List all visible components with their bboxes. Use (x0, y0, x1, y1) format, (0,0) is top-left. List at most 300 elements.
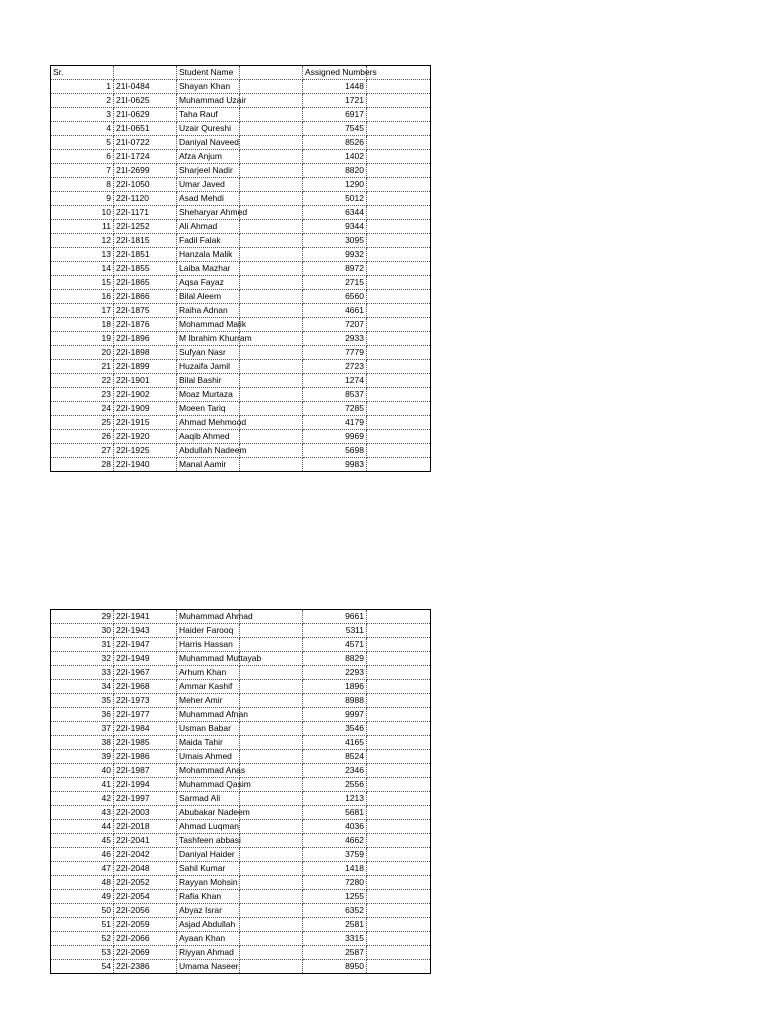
cell-blank (240, 318, 303, 332)
table-row (51, 862, 431, 876)
cell-extra (367, 806, 431, 820)
cell-student-id: 22I-1994 (114, 778, 177, 792)
cell-assigned-number: 4661 (303, 304, 367, 318)
cell-sr: 35 (51, 694, 114, 708)
cell-assigned-number: 8526 (303, 136, 367, 150)
cell-sr: 7 (51, 164, 114, 178)
cell-assigned-number: 8537 (303, 388, 367, 402)
cell-sr: 6 (51, 150, 114, 164)
cell-sr: 49 (51, 890, 114, 904)
table-row (51, 248, 431, 262)
cell-student-id: 22I-1815 (114, 234, 177, 248)
cell-assigned-number: 5681 (303, 806, 367, 820)
cell-sr: 11 (51, 220, 114, 234)
cell-student-name: Tashfeen abbasi (177, 834, 240, 848)
cell-extra (367, 680, 431, 694)
cell-student-name: Umais Ahmed (177, 750, 240, 764)
cell-student-id: 22I-1252 (114, 220, 177, 234)
cell-assigned-number: 3095 (303, 234, 367, 248)
cell-assigned-number: 8820 (303, 164, 367, 178)
cell-extra (367, 610, 431, 624)
cell-student-name: Raiha Adnan (177, 304, 240, 318)
cell-student-id: 22I-1851 (114, 248, 177, 262)
cell-blank (240, 136, 303, 150)
table-row (51, 694, 431, 708)
cell-sr: 51 (51, 918, 114, 932)
cell-extra (367, 960, 431, 974)
cell-blank (240, 792, 303, 806)
cell-extra (367, 946, 431, 960)
table-row (51, 876, 431, 890)
cell-student-id: 22I-2066 (114, 932, 177, 946)
cell-student-name: M Ibrahim Khurram (177, 332, 240, 346)
cell-student-id: 22I-1896 (114, 332, 177, 346)
cell-student-name: Huzaifa Jamil (177, 360, 240, 374)
table-row (51, 290, 431, 304)
cell-blank (240, 890, 303, 904)
cell-extra (367, 290, 431, 304)
cell-extra (367, 374, 431, 388)
cell-student-name: Manal Aamir (177, 458, 240, 472)
cell-student-id: 22I-1997 (114, 792, 177, 806)
cell-student-name: Rayyan Mohsin (177, 876, 240, 890)
table-row (51, 680, 431, 694)
cell-blank (240, 122, 303, 136)
cell-extra (367, 430, 431, 444)
cell-student-id: 22I-2059 (114, 918, 177, 932)
cell-student-id: 22I-1949 (114, 652, 177, 666)
cell-extra (367, 848, 431, 862)
cell-assigned-number: 6560 (303, 290, 367, 304)
cell-extra (367, 402, 431, 416)
cell-student-id: 22I-1050 (114, 178, 177, 192)
cell-blank (240, 876, 303, 890)
cell-blank (240, 750, 303, 764)
cell-extra (367, 736, 431, 750)
cell-extra (367, 136, 431, 150)
cell-student-name: Ahmad Luqman (177, 820, 240, 834)
table-row (51, 736, 431, 750)
cell-student-name: Fadil Falak (177, 234, 240, 248)
cell-extra (367, 890, 431, 904)
table-row (51, 904, 431, 918)
cell-sr: 38 (51, 736, 114, 750)
cell-assigned-number: 3315 (303, 932, 367, 946)
table-row (51, 834, 431, 848)
header-student-name: Student Name (177, 66, 240, 80)
cell-blank (240, 192, 303, 206)
cell-sr: 15 (51, 276, 114, 290)
cell-blank (240, 764, 303, 778)
cell-student-id: 22I-1866 (114, 290, 177, 304)
roster-table-2 (50, 609, 431, 974)
cell-student-id: 22I-1947 (114, 638, 177, 652)
table-row (51, 806, 431, 820)
table-row (51, 764, 431, 778)
cell-student-name: Ayaan Khan (177, 932, 240, 946)
cell-student-name: Muhammad Muttayab (177, 652, 240, 666)
cell-extra (367, 122, 431, 136)
cell-sr: 36 (51, 708, 114, 722)
cell-extra (367, 764, 431, 778)
cell-blank (240, 834, 303, 848)
cell-student-name: Abubakar Nadeem (177, 806, 240, 820)
cell-student-name: Sarmad Ali (177, 792, 240, 806)
cell-assigned-number: 1418 (303, 862, 367, 876)
cell-student-id: 22I-2069 (114, 946, 177, 960)
cell-sr: 45 (51, 834, 114, 848)
cell-blank (240, 416, 303, 430)
cell-student-name: Umar Javed (177, 178, 240, 192)
cell-sr: 52 (51, 932, 114, 946)
cell-extra (367, 304, 431, 318)
cell-student-id: 21I-0651 (114, 122, 177, 136)
cell-student-name: Maida Tahir (177, 736, 240, 750)
cell-sr: 31 (51, 638, 114, 652)
cell-student-name: Asad Mehdi (177, 192, 240, 206)
cell-blank (240, 108, 303, 122)
cell-blank (240, 638, 303, 652)
cell-assigned-number: 4165 (303, 736, 367, 750)
cell-sr: 44 (51, 820, 114, 834)
table-row (51, 932, 431, 946)
cell-blank (240, 262, 303, 276)
cell-assigned-number: 9997 (303, 708, 367, 722)
table-row (51, 122, 431, 136)
cell-student-id: 22I-1986 (114, 750, 177, 764)
cell-assigned-number: 2723 (303, 360, 367, 374)
cell-student-id: 22I-2003 (114, 806, 177, 820)
table-row (51, 960, 431, 974)
roster-table-1-body (51, 66, 431, 472)
cell-assigned-number: 1896 (303, 680, 367, 694)
cell-blank (240, 276, 303, 290)
cell-student-id: 21I-0484 (114, 80, 177, 94)
cell-student-id: 22I-2018 (114, 820, 177, 834)
cell-blank (240, 932, 303, 946)
cell-sr: 8 (51, 178, 114, 192)
table-row (51, 388, 431, 402)
cell-sr: 37 (51, 722, 114, 736)
table-row (51, 374, 431, 388)
cell-blank (240, 444, 303, 458)
cell-assigned-number: 6917 (303, 108, 367, 122)
table-row (51, 136, 431, 150)
cell-extra (367, 346, 431, 360)
cell-blank (240, 904, 303, 918)
cell-student-name: Aqsa Fayaz (177, 276, 240, 290)
cell-student-name: Muhammad Qasim (177, 778, 240, 792)
table-row (51, 178, 431, 192)
cell-student-id: 22I-2052 (114, 876, 177, 890)
cell-student-name: Arhum Khan (177, 666, 240, 680)
cell-blank (240, 624, 303, 638)
cell-sr: 42 (51, 792, 114, 806)
cell-assigned-number: 2293 (303, 666, 367, 680)
cell-student-id: 22I-1985 (114, 736, 177, 750)
cell-student-name: Harris Hassan (177, 638, 240, 652)
cell-extra (367, 332, 431, 346)
cell-extra (367, 80, 431, 94)
cell-blank (240, 918, 303, 932)
table-row (51, 652, 431, 666)
cell-student-name: Daniyal Haider (177, 848, 240, 862)
cell-student-id: 22I-1876 (114, 318, 177, 332)
table-row (51, 164, 431, 178)
cell-assigned-number: 9932 (303, 248, 367, 262)
cell-student-name: Ammar Kashif (177, 680, 240, 694)
cell-blank (240, 708, 303, 722)
cell-assigned-number: 1255 (303, 890, 367, 904)
cell-sr: 1 (51, 80, 114, 94)
cell-student-id: 22I-1940 (114, 458, 177, 472)
cell-sr: 20 (51, 346, 114, 360)
header-assigned-numbers: Assigned Numbers (303, 66, 367, 80)
cell-blank (240, 80, 303, 94)
cell-blank (240, 374, 303, 388)
cell-student-id: 22I-1865 (114, 276, 177, 290)
cell-assigned-number: 8829 (303, 652, 367, 666)
cell-assigned-number: 1721 (303, 94, 367, 108)
cell-assigned-number: 4571 (303, 638, 367, 652)
cell-student-id: 22I-1984 (114, 722, 177, 736)
cell-student-id: 22I-1909 (114, 402, 177, 416)
cell-student-name: Umama Naseer (177, 960, 240, 974)
cell-student-id: 22I-1967 (114, 666, 177, 680)
cell-sr: 19 (51, 332, 114, 346)
table-row (51, 750, 431, 764)
cell-assigned-number: 8524 (303, 750, 367, 764)
table-row (51, 430, 431, 444)
cell-student-id: 22I-2042 (114, 848, 177, 862)
cell-student-id: 22I-2048 (114, 862, 177, 876)
cell-student-name: Meher Amir (177, 694, 240, 708)
cell-student-id: 22I-1977 (114, 708, 177, 722)
cell-assigned-number: 9969 (303, 430, 367, 444)
cell-assigned-number: 7545 (303, 122, 367, 136)
cell-sr: 39 (51, 750, 114, 764)
cell-sr: 13 (51, 248, 114, 262)
cell-sr: 50 (51, 904, 114, 918)
cell-extra (367, 834, 431, 848)
cell-extra (367, 904, 431, 918)
cell-assigned-number: 7285 (303, 402, 367, 416)
cell-blank (240, 220, 303, 234)
cell-student-name: Shayan Khan (177, 80, 240, 94)
cell-assigned-number: 2587 (303, 946, 367, 960)
cell-student-name: Rafia Khan (177, 890, 240, 904)
table-row (51, 318, 431, 332)
table-row (51, 792, 431, 806)
cell-student-name: Sharjeel Nadir (177, 164, 240, 178)
cell-student-id: 22I-2054 (114, 890, 177, 904)
table-row (51, 276, 431, 290)
cell-extra (367, 108, 431, 122)
cell-extra (367, 694, 431, 708)
cell-sr: 14 (51, 262, 114, 276)
header-row (51, 66, 431, 80)
cell-student-id: 22I-1120 (114, 192, 177, 206)
table-row (51, 220, 431, 234)
cell-sr: 4 (51, 122, 114, 136)
cell-blank (240, 150, 303, 164)
cell-blank (240, 290, 303, 304)
cell-assigned-number: 4179 (303, 416, 367, 430)
cell-extra (367, 722, 431, 736)
table-row (51, 890, 431, 904)
table-row (51, 94, 431, 108)
cell-assigned-number: 2346 (303, 764, 367, 778)
table-row (51, 332, 431, 346)
cell-sr: 10 (51, 206, 114, 220)
cell-extra (367, 318, 431, 332)
cell-extra (367, 666, 431, 680)
cell-sr: 43 (51, 806, 114, 820)
cell-student-name: Ali Ahmad (177, 220, 240, 234)
table-row (51, 234, 431, 248)
table-row (51, 416, 431, 430)
cell-assigned-number: 3759 (303, 848, 367, 862)
cell-student-name: Sahil Kumar (177, 862, 240, 876)
cell-extra (367, 932, 431, 946)
cell-extra (367, 416, 431, 430)
roster-table-1 (50, 65, 431, 472)
cell-blank (240, 430, 303, 444)
cell-blank (240, 458, 303, 472)
cell-student-name: Laiba Mazhar (177, 262, 240, 276)
cell-student-id: 22I-1171 (114, 206, 177, 220)
cell-student-name: Ahmad Mehmood (177, 416, 240, 430)
cell-student-name: Daniyal Naveed (177, 136, 240, 150)
cell-student-id: 21I-2699 (114, 164, 177, 178)
cell-student-id: 21I-0625 (114, 94, 177, 108)
table-row (51, 722, 431, 736)
cell-student-name: Hanzala Malik (177, 248, 240, 262)
cell-student-id: 22I-1925 (114, 444, 177, 458)
table-row (51, 946, 431, 960)
cell-assigned-number: 7280 (303, 876, 367, 890)
roster-table-2-body (51, 610, 431, 974)
cell-extra (367, 150, 431, 164)
cell-student-id: 22I-1943 (114, 624, 177, 638)
cell-blank (240, 946, 303, 960)
cell-extra (367, 624, 431, 638)
cell-student-id: 21I-1724 (114, 150, 177, 164)
cell-assigned-number: 2581 (303, 918, 367, 932)
table-row (51, 458, 431, 472)
cell-assigned-number: 9344 (303, 220, 367, 234)
table-row (51, 666, 431, 680)
cell-assigned-number: 8950 (303, 960, 367, 974)
cell-extra (367, 220, 431, 234)
cell-student-name: Afza Anjum (177, 150, 240, 164)
cell-sr: 23 (51, 388, 114, 402)
cell-sr: 18 (51, 318, 114, 332)
cell-student-id: 22I-1902 (114, 388, 177, 402)
cell-sr: 33 (51, 666, 114, 680)
cell-student-name: Abdullah Nadeem (177, 444, 240, 458)
table-row (51, 304, 431, 318)
cell-sr: 34 (51, 680, 114, 694)
cell-extra (367, 94, 431, 108)
cell-extra (367, 778, 431, 792)
cell-extra (367, 178, 431, 192)
cell-extra (367, 248, 431, 262)
cell-sr: 22 (51, 374, 114, 388)
cell-extra (367, 708, 431, 722)
cell-assigned-number: 4036 (303, 820, 367, 834)
cell-sr: 40 (51, 764, 114, 778)
cell-student-id: 22I-1898 (114, 346, 177, 360)
cell-student-name: Uzair Qureshi (177, 122, 240, 136)
cell-extra (367, 388, 431, 402)
cell-student-id: 22I-2056 (114, 904, 177, 918)
cell-sr: 26 (51, 430, 114, 444)
cell-sr: 3 (51, 108, 114, 122)
cell-assigned-number: 6344 (303, 206, 367, 220)
table-row (51, 402, 431, 416)
cell-student-id: 22I-1941 (114, 610, 177, 624)
cell-assigned-number: 9661 (303, 610, 367, 624)
cell-extra (367, 360, 431, 374)
cell-blank (240, 694, 303, 708)
cell-student-id: 22I-2041 (114, 834, 177, 848)
table-row (51, 708, 431, 722)
cell-assigned-number: 8988 (303, 694, 367, 708)
cell-assigned-number: 1290 (303, 178, 367, 192)
cell-assigned-number: 4662 (303, 834, 367, 848)
cell-student-name: Muhammad Afnan (177, 708, 240, 722)
cell-student-id: 22I-1901 (114, 374, 177, 388)
cell-sr: 54 (51, 960, 114, 974)
cell-assigned-number: 1402 (303, 150, 367, 164)
cell-assigned-number: 1213 (303, 792, 367, 806)
cell-student-id: 22I-1855 (114, 262, 177, 276)
cell-sr: 29 (51, 610, 114, 624)
cell-extra (367, 234, 431, 248)
cell-student-name: Muhammad Uzair (177, 94, 240, 108)
cell-student-name: Asjad Abdullah (177, 918, 240, 932)
cell-assigned-number: 6352 (303, 904, 367, 918)
cell-blank (240, 402, 303, 416)
cell-blank (240, 736, 303, 750)
table-row (51, 624, 431, 638)
cell-student-name: Haider Farooq (177, 624, 240, 638)
table-row (51, 262, 431, 276)
cell-assigned-number: 5698 (303, 444, 367, 458)
cell-student-name: Taha Rauf (177, 108, 240, 122)
table-row (51, 820, 431, 834)
cell-extra (367, 444, 431, 458)
cell-assigned-number: 2933 (303, 332, 367, 346)
cell-student-id: 22I-1899 (114, 360, 177, 374)
cell-student-id: 22I-1920 (114, 430, 177, 444)
cell-student-name: Aaqib Ahmed (177, 430, 240, 444)
table-row (51, 610, 431, 624)
cell-assigned-number: 2556 (303, 778, 367, 792)
cell-student-id: 22I-2386 (114, 960, 177, 974)
cell-student-id: 22I-1973 (114, 694, 177, 708)
cell-sr: 48 (51, 876, 114, 890)
table-row (51, 108, 431, 122)
cell-extra (367, 820, 431, 834)
cell-assigned-number: 5311 (303, 624, 367, 638)
cell-blank (240, 206, 303, 220)
cell-blank (240, 234, 303, 248)
cell-sr: 9 (51, 192, 114, 206)
cell-student-id: 22I-1968 (114, 680, 177, 694)
cell-student-name: Usman Babar (177, 722, 240, 736)
